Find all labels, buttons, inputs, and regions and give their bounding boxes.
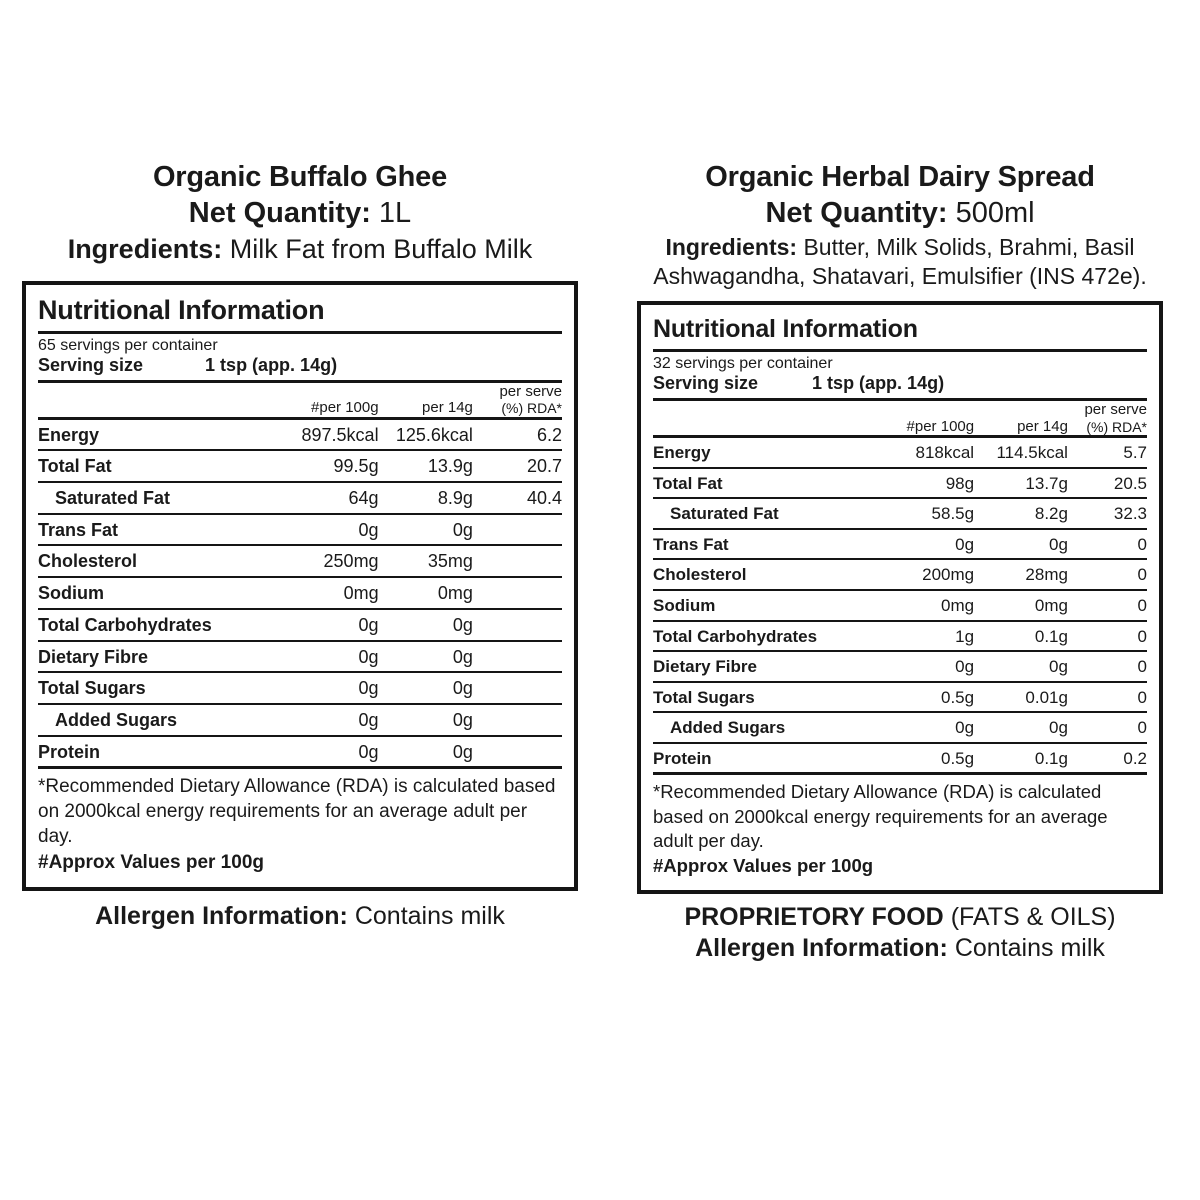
nutrient-per-serve-rda: 0 [1068,590,1147,621]
column-header-nutrient [38,383,269,417]
nutrient-per-100g: 0g [875,712,974,743]
nutrient-name: Total Fat [653,468,875,499]
nutrient-per-serve-rda: 20.5 [1068,468,1147,499]
proprietary-food-label: PROPRIETORY FOOD [684,902,944,931]
serving-size-row [653,373,1147,401]
column-header-per-100g: #per 100g [906,417,975,435]
nutrient-per-serve-rda: 40.4 [473,482,562,514]
servings-per-container: 65 servings per container [38,336,218,354]
table-column-headers [38,383,562,417]
nutrient-per-14g: 8.2g [974,498,1068,529]
proprietary-food-value: (FATS & OILS) [950,902,1116,931]
nutrient-per-100g: 98g [875,468,974,499]
nutrient-per-14g: 0g [974,529,1068,560]
nutrient-name: Saturated Fat [38,482,269,514]
nutrient-per-100g: 0g [269,736,379,768]
nutrient-per-14g: 8.9g [379,482,473,514]
nutrient-per-serve-rda [473,736,562,768]
nutrient-per-100g: 0g [269,641,379,673]
nutrition-rows-left [38,418,562,768]
nutrient-per-serve-rda: 0 [1068,621,1147,652]
table-row [38,577,562,609]
nutrient-per-14g: 0.1g [974,621,1068,652]
column-header-per-serve: per serve [499,382,562,400]
nutrient-per-serve-rda: 32.3 [1068,498,1147,529]
nutrition-facts-box [22,281,578,891]
nutrient-per-14g: 0mg [379,577,473,609]
allergen-value: Contains milk [354,901,505,930]
nutrient-per-14g: 0g [379,736,473,768]
serving-size-row [38,355,562,383]
nutrition-title: Nutritional Information [653,313,1147,352]
column-header-rda: (%) RDA* [501,400,562,417]
table-row [38,641,562,673]
nutrient-per-14g: 0g [379,609,473,641]
net-quantity-line [637,195,1163,233]
nutrient-per-100g: 58.5g [875,498,974,529]
ingredients-line [22,233,578,266]
approx-values-note: #Approx Values per 100g [38,851,264,873]
nutrient-per-serve-rda [473,545,562,577]
nutrient-per-100g: 250mg [269,545,379,577]
table-row [653,743,1147,774]
table-row [38,704,562,736]
table-row [653,651,1147,682]
nutrient-per-14g: 0g [379,514,473,546]
nutrient-name: Saturated Fat [653,498,875,529]
nutrition-facts-box [637,301,1163,894]
nutrient-per-serve-rda [473,514,562,546]
nutrient-per-14g: 0mg [974,590,1068,621]
nutrient-per-14g: 114.5kcal [974,437,1068,468]
nutrient-name: Protein [653,743,875,774]
nutrient-per-serve-rda: 0 [1068,559,1147,590]
nutrient-per-100g: 0g [875,651,974,682]
nutrient-per-14g: 0g [974,712,1068,743]
proprietary-food-line [637,894,1163,932]
nutrient-per-14g: 13.9g [379,450,473,482]
nutrient-per-serve-rda [473,672,562,704]
nutrient-per-serve-rda [473,641,562,673]
nutrient-per-serve-rda: 0 [1068,529,1147,560]
allergen-label: Allergen Information: [95,901,348,930]
nutrient-per-14g: 35mg [379,545,473,577]
nutrient-per-100g: 0mg [269,577,379,609]
nutrient-per-14g: 0g [974,651,1068,682]
nutrition-title: Nutritional Information [38,293,562,334]
nutrient-per-14g: 0.1g [974,743,1068,774]
nutrient-name: Total Sugars [653,682,875,713]
nutrition-table [38,383,562,770]
table-row [653,590,1147,621]
nutrient-per-100g: 99.5g [269,450,379,482]
nutrient-per-14g: 125.6kcal [379,418,473,450]
nutrient-per-100g: 0mg [875,590,974,621]
nutrient-per-serve-rda: 5.7 [1068,437,1147,468]
servings-per-container: 32 servings per container [653,355,833,373]
ingredients-label: Ingredients: [67,234,223,265]
ingredients-label: Ingredients: [665,234,798,261]
nutrient-per-14g: 28mg [974,559,1068,590]
rda-footnote [38,769,562,874]
serving-size-value: 1 tsp (app. 14g) [205,354,338,375]
nutrient-name: Total Sugars [38,672,269,704]
nutrient-name: Energy [38,418,269,450]
rda-footnote [653,775,1147,878]
column-header-per-14g: per 14g [422,399,473,417]
table-row [38,418,562,450]
net-quantity-value: 1L [378,197,412,230]
nutrient-per-100g: 200mg [875,559,974,590]
nutrient-per-14g: 13.7g [974,468,1068,499]
product-title: Organic Herbal Dairy Spread [705,161,1095,193]
serving-size-value: 1 tsp (app. 14g) [812,373,945,394]
nutrient-name: Dietary Fibre [653,651,875,682]
nutrient-name: Dietary Fibre [38,641,269,673]
table-row [653,529,1147,560]
nutrient-per-serve-rda: 20.7 [473,450,562,482]
nutrient-name: Cholesterol [38,545,269,577]
rda-footnote-text: *Recommended Dietary Allowance (RDA) is calculated based on 2000kcal energy requirements for an average adult per day. [653,781,1108,852]
nutrient-per-serve-rda: 0.2 [1068,743,1147,774]
nutrient-per-14g: 0.01g [974,682,1068,713]
nutrient-per-serve-rda: 0 [1068,651,1147,682]
ingredients-line [637,233,1163,290]
table-row [38,609,562,641]
nutrient-per-100g: 818kcal [875,437,974,468]
allergen-value: Contains milk [954,933,1105,962]
nutrient-name: Cholesterol [653,559,875,590]
nutrient-per-serve-rda: 0 [1068,682,1147,713]
nutrient-name: Added Sugars [653,712,875,743]
nutrient-per-serve-rda [473,577,562,609]
table-row [653,468,1147,499]
nutrient-name: Protein [38,736,269,768]
column-header-per-100g: #per 100g [311,399,379,417]
nutrient-per-100g: 0g [269,672,379,704]
nutrient-name: Total Carbohydrates [653,621,875,652]
ingredients-value: Milk Fat from Buffalo Milk [229,234,533,265]
nutrient-per-100g: 0.5g [875,743,974,774]
nutrient-per-serve-rda [473,704,562,736]
nutrient-per-14g: 0g [379,641,473,673]
table-row [38,545,562,577]
column-header-per-serve-rda [473,383,562,417]
ingredients-value: Butter, Milk Solids, Brahmi, Basil Ashwagandha, Shatavari, Emulsifier (INS 472e). [653,234,1147,289]
approx-values-note: #Approx Values per 100g [653,854,874,876]
column-header-per-14g: per 14g [1017,417,1068,435]
net-quantity-label: Net Quantity: [765,197,948,230]
column-header-rda: (%) RDA* [1086,418,1147,435]
nutrient-per-14g: 0g [379,704,473,736]
net-quantity-label: Net Quantity: [188,197,371,230]
nutrient-per-100g: 1g [875,621,974,652]
table-row [38,736,562,768]
table-row [38,450,562,482]
nutrient-name: Total Carbohydrates [38,609,269,641]
allergen-label: Allergen Information: [695,933,948,962]
nutrient-per-100g: 64g [269,482,379,514]
allergen-line [637,932,1163,963]
nutrient-name: Trans Fat [653,529,875,560]
net-quantity-value: 500ml [955,197,1035,230]
table-row [38,672,562,704]
table-row [653,559,1147,590]
serving-size-label: Serving size [38,354,144,375]
nutrition-table [653,401,1147,775]
nutrition-rows-right [653,437,1147,774]
nutrient-per-100g: 0g [875,529,974,560]
column-header-per-serve: per serve [1084,401,1147,419]
nutrient-per-100g: 0.5g [875,682,974,713]
column-header-per-serve-rda [1068,401,1147,435]
panels-container [0,160,1200,963]
product-panel-herbal-dairy-spread [600,160,1200,963]
rda-footnote-text: *Recommended Dietary Allowance (RDA) is calculated based on 2000kcal energy requirements for an average adult per day. [38,776,556,848]
table-row [653,437,1147,468]
product-panel-buffalo-ghee [0,160,600,931]
nutrient-name: Total Fat [38,450,269,482]
nutrient-per-100g: 0g [269,609,379,641]
nutrient-per-14g: 0g [379,672,473,704]
nutrient-per-100g: 0g [269,704,379,736]
table-row [653,621,1147,652]
table-column-headers [653,401,1147,435]
serving-size-label: Serving size [653,373,759,394]
table-row [653,498,1147,529]
nutrient-per-100g: 897.5kcal [269,418,379,450]
net-quantity-line [22,195,578,233]
nutrient-per-serve-rda [473,609,562,641]
table-row [38,482,562,514]
table-row [653,712,1147,743]
nutrient-name: Sodium [653,590,875,621]
column-header-nutrient [653,401,875,435]
nutrient-per-serve-rda: 0 [1068,712,1147,743]
product-title: Organic Buffalo Ghee [152,161,448,193]
nutrient-per-serve-rda: 6.2 [473,418,562,450]
nutrient-name: Energy [653,437,875,468]
allergen-line [22,891,578,931]
table-row [653,682,1147,713]
nutrient-per-100g: 0g [269,514,379,546]
nutrient-name: Added Sugars [38,704,269,736]
table-row [38,514,562,546]
nutrient-name: Sodium [38,577,269,609]
nutrient-name: Trans Fat [38,514,269,546]
